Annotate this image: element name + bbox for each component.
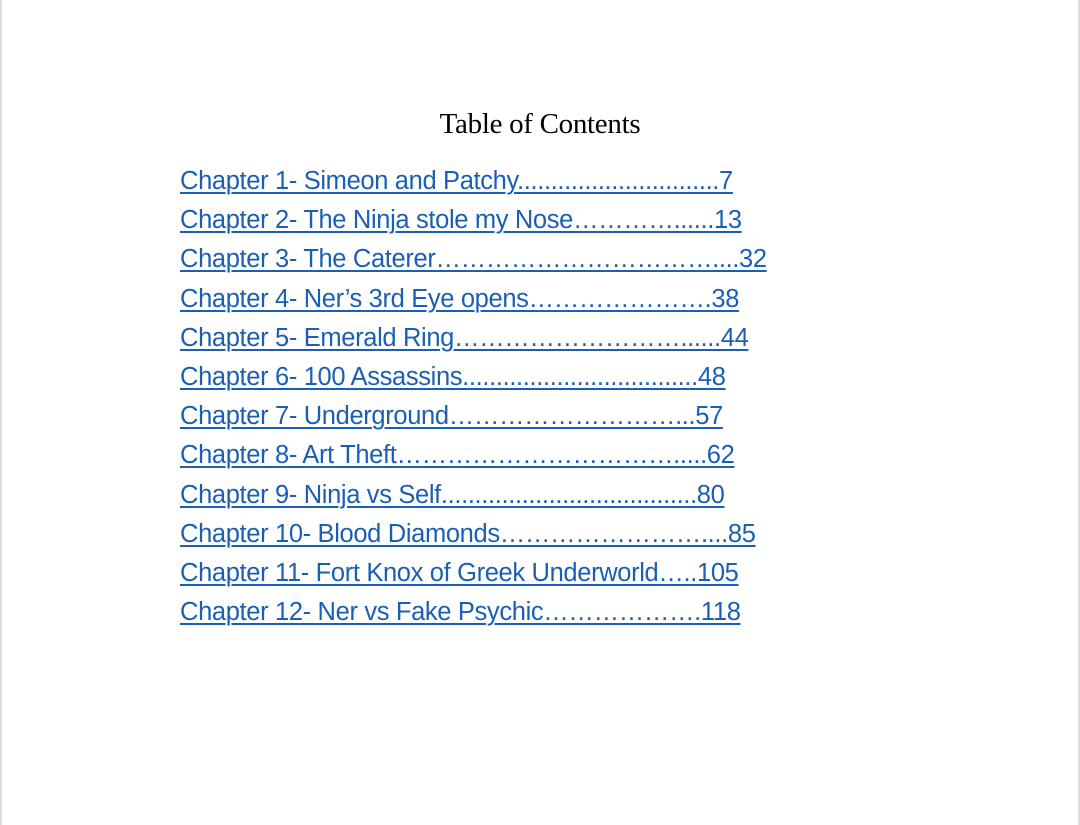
toc-link-chapter-1[interactable]: Chapter 1- Simeon and Patchy..............................7	[180, 167, 733, 195]
toc-link-chapter-6[interactable]: Chapter 6- 100 Assassins...................................48	[180, 362, 726, 391]
toc-link-chapter-4[interactable]: Chapter 4- Ner’s 3rd Eye opens………………….38	[180, 284, 740, 313]
toc-link-chapter-10[interactable]: Chapter 10- Blood Diamonds……………………....85	[180, 519, 756, 548]
toc-link-chapter-11[interactable]: Chapter 11- Fort Knox of Greek Underworld…..105	[180, 558, 739, 587]
toc-link-chapter-8[interactable]: Chapter 8- Art Theft…………………………….....62	[180, 441, 735, 470]
toc-link-chapter-9[interactable]: Chapter 9- Ninja vs Self......................................80	[180, 480, 725, 509]
toc-link-chapter-12[interactable]: Chapter 12- Ner vs Fake Psychic……………….118	[180, 598, 741, 627]
toc-link-chapter-5[interactable]: Chapter 5- Emerald Ring………………………......44	[180, 323, 749, 352]
toc-heading: Table of Contents	[439, 108, 641, 140]
toc-link-chapter-2[interactable]: Chapter 2- The Ninja stole my Nose…………......13	[180, 206, 742, 235]
toc-list	[180, 163, 767, 633]
toc-link-chapter-7[interactable]: Chapter 7- Underground………………………...57	[180, 402, 723, 431]
toc-link-chapter-3[interactable]: Chapter 3- The Caterer……………………………....32	[180, 245, 767, 274]
